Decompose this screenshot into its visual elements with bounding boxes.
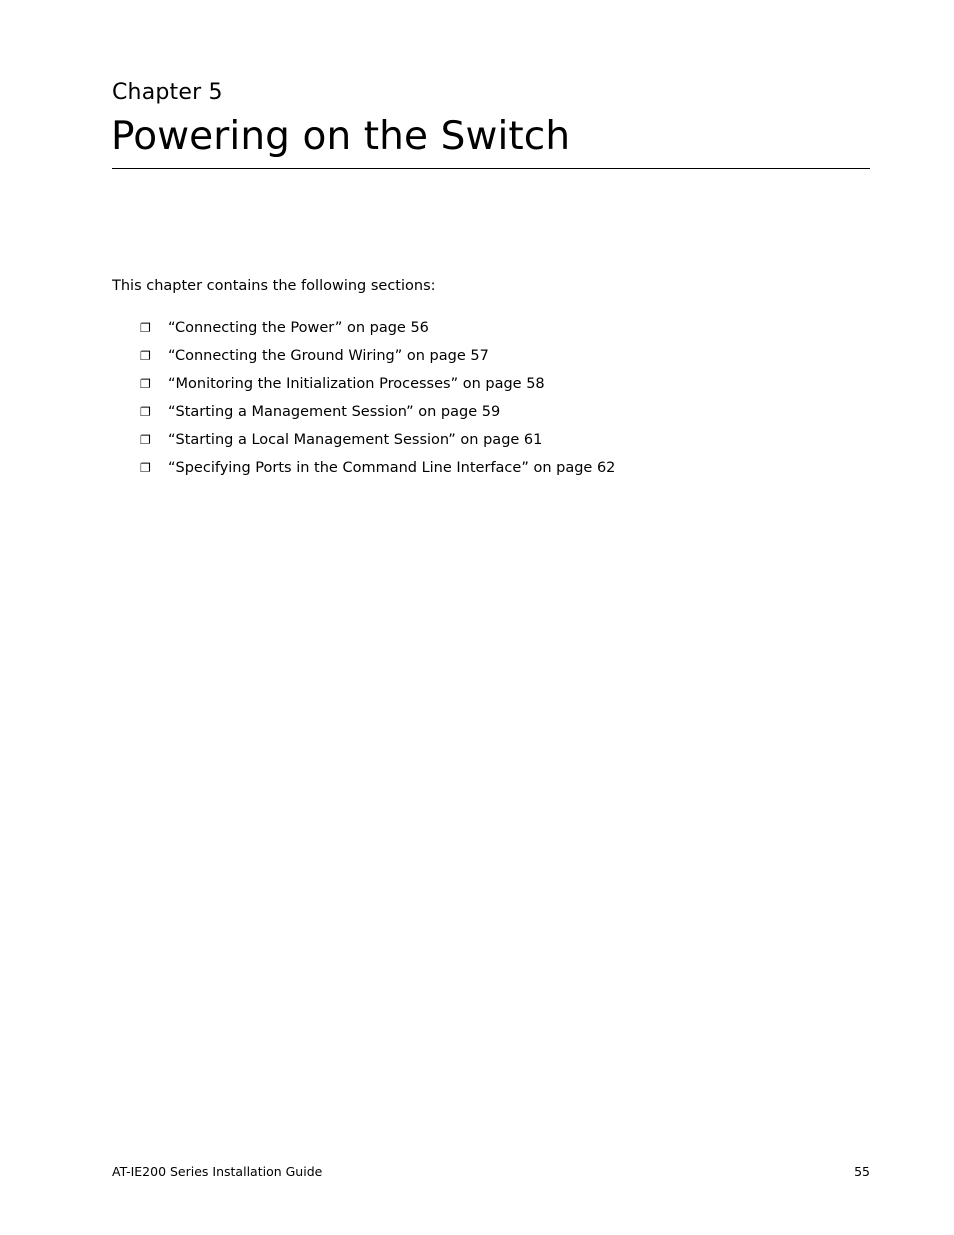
sections-list [140, 314, 615, 482]
section-link[interactable]: “Starting a Management Session” on page 59 [168, 404, 501, 420]
footer-guide-title: AT-IE200 Series Installation Guide [112, 1164, 323, 1179]
list-item [140, 314, 615, 342]
page-title: Powering on the Switch [111, 114, 571, 159]
checkbox-bullet-icon: ❐ [140, 349, 151, 363]
section-link[interactable]: “Monitoring the Initialization Processes” on page 58 [168, 376, 545, 392]
list-item [140, 454, 615, 482]
section-link[interactable]: “Specifying Ports in the Command Line Interface” on page 62 [168, 460, 616, 476]
list-item [140, 398, 615, 426]
title-divider [112, 168, 870, 169]
intro-text: This chapter contains the following sections: [112, 278, 436, 294]
list-item [140, 370, 615, 398]
checkbox-bullet-icon: ❐ [140, 405, 151, 419]
checkbox-bullet-icon: ❐ [140, 433, 151, 447]
checkbox-bullet-icon: ❐ [140, 321, 151, 335]
section-link[interactable]: “Connecting the Ground Wiring” on page 57 [168, 348, 489, 364]
checkbox-bullet-icon: ❐ [140, 461, 151, 475]
section-link[interactable]: “Connecting the Power” on page 56 [168, 320, 429, 336]
footer-page-number: 55 [854, 1164, 870, 1179]
list-item [140, 426, 615, 454]
chapter-label: Chapter 5 [112, 80, 223, 105]
section-link[interactable]: “Starting a Local Management Session” on page 61 [168, 432, 543, 448]
checkbox-bullet-icon: ❐ [140, 377, 151, 391]
list-item [140, 342, 615, 370]
